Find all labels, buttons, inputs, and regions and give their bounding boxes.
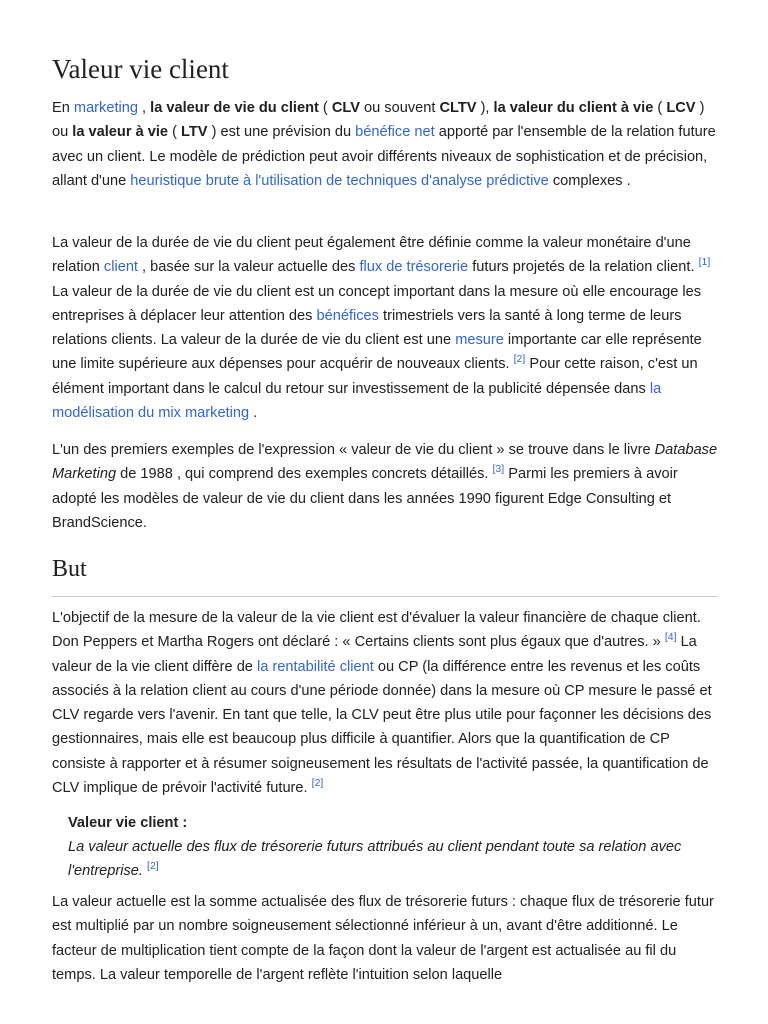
intro-paragraph: [52, 96, 718, 193]
link-client[interactable]: client: [103, 259, 138, 276]
reference-2: [147, 860, 159, 872]
definition-paragraph: [52, 231, 718, 425]
reference-1: [699, 256, 711, 268]
text: ) ou: [52, 100, 705, 141]
link-marketing[interactable]: marketing: [73, 100, 138, 116]
text: En: [52, 100, 74, 116]
reference-link[interactable]: [3]: [492, 463, 505, 476]
text: Pour cette raison, c'est un élément important dans le calcul du retour sur investissement de la publicité dépensée dans: [52, 356, 698, 397]
text: La valeur de la vie client diffère de: [52, 634, 697, 675]
reference-link[interactable]: [2]: [311, 777, 324, 790]
quote-title: Valeur vie client :: [68, 815, 188, 831]
text: futurs projetés de la relation client.: [468, 259, 699, 276]
bold-term: LCV: [666, 100, 696, 116]
purpose-paragraph: [52, 606, 718, 800]
text: La valeur de la durée de vie du client est un concept important dans la mesure où elle encourage les entreprises à déplacer leur attention des: [52, 283, 702, 324]
definition-blockquote: [68, 811, 718, 883]
link-flux-de-tresorerie[interactable]: flux de trésorerie: [359, 259, 469, 276]
link-rentabilite-client[interactable]: la rentabilité client: [256, 658, 374, 675]
link-mesure[interactable]: mesure: [455, 332, 504, 349]
text: ,: [137, 100, 151, 116]
quote-body: La valeur actuelle des flux de trésorerie futurs attribués au client pendant toute sa relation avec l'entreprise.: [68, 839, 682, 879]
text: La valeur de la durée de vie du client peut également être définie comme la valeur monétaire d'une relation: [52, 235, 691, 276]
reference-link[interactable]: [4]: [664, 631, 677, 644]
text: apporté par l'ensemble de la relation future avec un client. Le modèle de prédiction peut avoir différents niveaux de sophistication et de précision, allant d'une: [52, 124, 716, 189]
text: L'un des premiers exemples de l'expression « valeur de vie du client » se trouve dans le livre: [52, 442, 655, 458]
text: importante car elle représente une limite supérieure aux dépenses pour acquérir de nouveaux clients.: [52, 332, 702, 373]
reference-2: [514, 353, 526, 365]
text: L'objectif de la mesure de la valeur de la vie client est d'évaluer la valeur financière de chaque client. Don Peppers et Martha Rogers ont déclaré : « Certains clients sont plus égaux que d'autres. »: [52, 610, 701, 651]
reference-link[interactable]: [2]: [147, 860, 159, 872]
present-value-paragraph: [52, 890, 718, 987]
reference-3: [493, 463, 505, 475]
text: ),: [476, 100, 494, 116]
reference-link[interactable]: [2]: [513, 353, 526, 366]
bold-term: LTV: [181, 124, 208, 141]
link-benefice-net[interactable]: bénéfice net: [355, 124, 435, 141]
bold-term: la valeur du client à vie: [493, 100, 654, 116]
text: (: [653, 100, 667, 116]
text: ) est une prévision du: [207, 124, 356, 141]
text: , basée sur la valeur actuelle des: [138, 259, 360, 276]
text: La valeur actuelle est la somme actualisée des flux de trésorerie futurs : chaque flux de trésorerie futur est multiplié par un nombre soigneusement sélectionné inférieur à un, avant d'être additionné. Le facteur de multiplication tient compte de la façon dont la valeur de l'argent est actualisée au fil du temps. La valeur temporelle de l'argent reflète l'intuition selon laquelle: [52, 894, 714, 983]
text: (: [168, 124, 182, 141]
text: (: [318, 100, 332, 116]
link-modelisation-mix-marketing[interactable]: la modélisation du mix marketing: [52, 380, 662, 422]
book-title: Database Marketing: [52, 442, 718, 483]
text: ou CP (la différence entre les revenus et les coûts associés à la relation client au cours d'une période donnée) dans la mesure où CP mesure le passé et CLV regarde vers l'avenir. En tant que telle, la CLV peut être plus utile pour façonner les décisions des gestionnaires, mais elle est beaucoup plus difficile à quantifier. Alors que la quantification de CP consiste à rapporter et à résumer soigneusement les résultats de l'activité passée, la quantification de CLV implique de prévoir l'activité future.: [52, 658, 712, 797]
link-heuristique[interactable]: heuristique brute à l'utilisation de techniques d'analyse prédictive: [130, 172, 549, 189]
page-title: Valeur vie client: [52, 54, 229, 84]
text: complexes .: [548, 172, 631, 189]
text: Parmi les premiers à avoir adopté les modèles de valeur de vie du client dans les années 1990 figurent Edge Consulting et BrandScience.: [52, 466, 678, 531]
link-benefices[interactable]: bénéfices: [316, 307, 379, 324]
bold-term: la valeur à vie: [72, 124, 169, 141]
text: de 1988 , qui comprend des exemples concrets détaillés.: [116, 466, 493, 483]
text: trimestriels vers la santé à long terme de leurs relations clients. La valeur de la durée de vie du client est une: [52, 307, 682, 349]
reference-2: [312, 777, 324, 789]
bold-term: CLV: [331, 100, 360, 116]
bold-term: la valeur de vie du client: [150, 100, 319, 116]
history-paragraph: [52, 438, 718, 535]
section-heading-but: But: [52, 556, 87, 582]
text: .: [249, 405, 258, 422]
bold-term: CLTV: [439, 100, 477, 116]
reference-link[interactable]: [1]: [698, 256, 711, 269]
section-divider: [52, 596, 718, 597]
reference-4: [665, 631, 677, 643]
text: ou souvent: [359, 100, 440, 116]
